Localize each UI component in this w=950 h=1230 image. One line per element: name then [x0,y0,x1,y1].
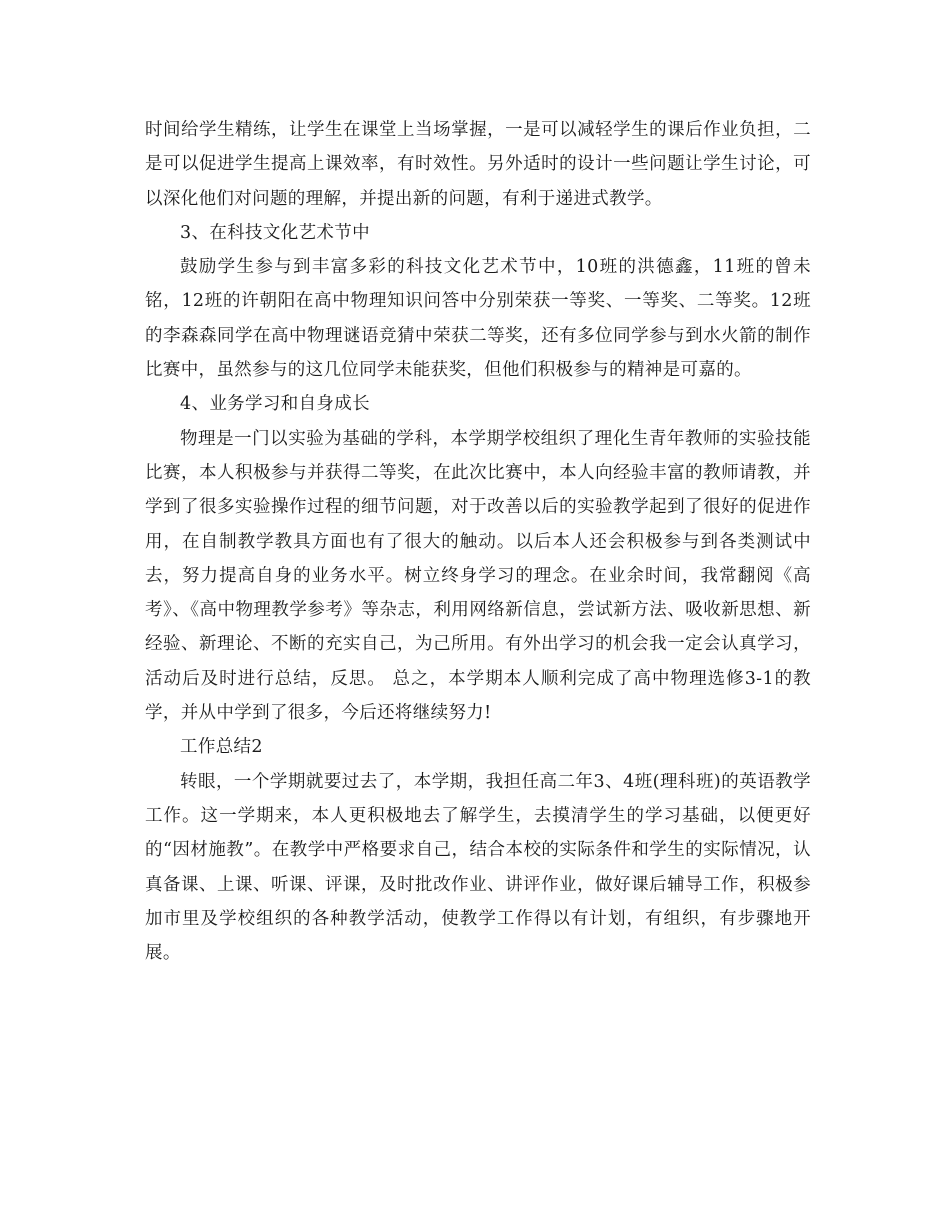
section-heading-professional-growth: 4、业务学习和自身成长 [180,394,370,415]
section-heading-tech-festival: 3、在科技文化艺术节中 [180,222,370,243]
section-heading-work-summary-2: 工作总结2 [180,737,263,758]
paragraph-work-summary-2: 转眼，一个学期就要过去了，本学期，我担任高二年3、4班(理科班)的英语教学工作。这一学期来，本人更积极地去了解学生，去摸清学生的学习基础，以便更好的“因材施教”。在教学中严格要求自己，结合本校的实际条件和学生的实际情况，认真备课、上课、听课、评课，及时批改作业、讲评作业，做好课后辅导工作，积极参加市里及学校组织的各种教学活动，使教学工作得以有计划，有组织，有步骤地开展。 [145,771,811,964]
paragraph-professional-growth: 物理是一门以实验为基础的学科，本学期学校组织了理化生青年教师的实验技能比赛，本人积极参与并获得二等奖，在此次比赛中，本人向经验丰富的教师请教，并学到了很多实验操作过程的细节问题，对于改善以后的实验教学起到了很好的促进作用，在自制教学教具方面也有了很大的触动。以后本人还会积极参与到各类测试中去，努力提高自身的业务水平。树立终身学习的理念。在业余时间，我常翻阅《高考》、《高中物理教学参考》等杂志，利用网络新信息，尝试新方法、吸收新思想、新经验、新理论、不断的充实自己，为己所用。有外出学习的机会我一定会认真学习，活动后及时进行总结，反思。 总之，本学期本人顺利完成了高中物理选修3-1的教学，并从中学到了很多，今后还将继续努力! [145,428,811,724]
paragraph-tech-festival: 鼓励学生参与到丰富多彩的科技文化艺术节中，10班的洪德鑫，11班的曾未铭，12班的许朝阳在高中物理知识问答中分别荣获一等奖、一等奖、二等奖。12班的李森森同学在高中物理谜语竞猜中荣获二等奖，还有多位同学参与到水火箭的制作比赛中，虽然参与的这几位同学未能获奖，但他们积极参与的精神是可嘉的。 [145,257,811,381]
document-body [145,113,811,970]
paragraph-continuation: 时间给学生精练，让学生在课堂上当场掌握，一是可以减轻学生的课后作业负担，二是可以促进学生提高上课效率，有时效性。另外适时的设计一些问题让学生讨论，可以深化他们对问题的理解，并提出新的问题，有利于递进式教学。 [145,120,811,209]
